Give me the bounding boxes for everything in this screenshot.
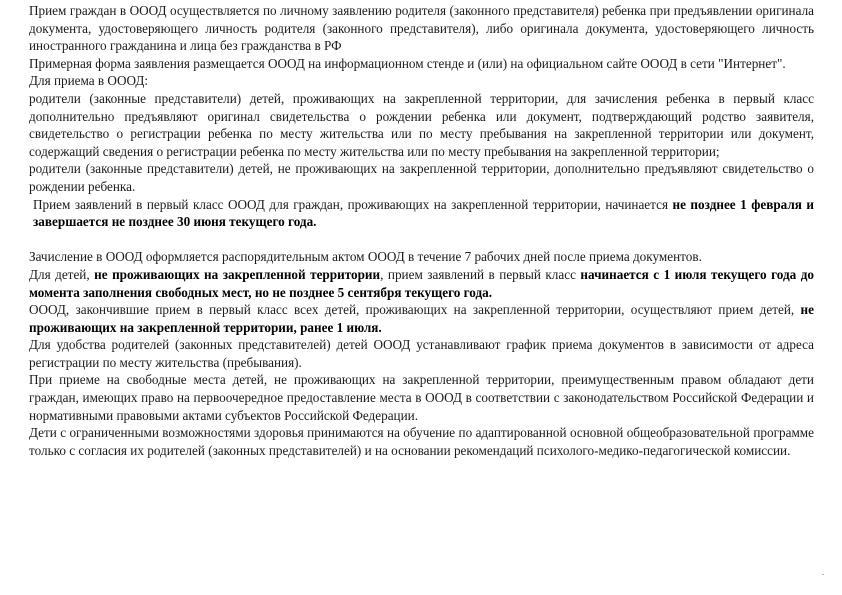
bold-text: не позднее 1 февраля и завершается не позднее 30 июня текущего года. <box>33 196 814 230</box>
paragraph <box>29 371 814 424</box>
text-run: Прием заявлений в первый класс ОООД для граждан, проживающих на закрепленной территории, начинается <box>33 196 673 212</box>
paragraph <box>29 424 814 459</box>
text-run: Прием граждан в ОООД осуществляется по личному заявлению родителя (законного представителя) ребенка при предъявлении оригинала документа, удостоверяющего личность родителя (законного представителя), либо оригинала документа, удостоверяющего личность иностранного гражданина и лица без гражданства в РФ <box>29 3 814 54</box>
text-run: родители (законные представители) детей, проживающих на закрепленной территории, для зачисления ребенка в первый класс дополнительно предъявляют оригинал свидетельства о рождении ребенка или документ, подтверждающий родство заявителя, свидетельство о регистрации ребенка по месту жительства или по месту пребывания на закрепленной территории или документ, содержащий сведения о регистрации ребенка по месту жительства или по месту пребывания на закрепленной территории; <box>29 90 814 159</box>
text-run: родители (законные представители) детей, не проживающих на закрепленной территории, дополнительно предъявляют свидетельство о рождении ребенка. <box>29 161 814 194</box>
text-run: Примерная форма заявления размещается ОООД на информационном стенде и (или) на официальном сайте ОООД в сети "Интернет". <box>29 55 786 71</box>
text-run: Для детей, <box>29 266 95 282</box>
text-run: Для удобства родителей (законных представителей) детей ОООД устанавливают график приема документов в зависимости от адреса регистрации по месту жительства (пребывания). <box>29 337 814 370</box>
bold-text: не проживающих на закрепленной территории <box>94 266 381 282</box>
page-marker: - <box>822 571 825 578</box>
text-run: , прием заявлений в первый класс <box>380 266 581 282</box>
document-body <box>29 2 814 459</box>
text-run: При приеме на свободные места детей, не проживающих на закрепленной территории, преимущественным правом обладают дети граждан, имеющих право на первоочередное предоставление места в ОООД в соответствии с законодательством Российской Федерации и нормативными правовыми актами субъектов Российской Федерации. <box>29 372 814 423</box>
paragraph <box>29 55 814 73</box>
blank-line <box>29 231 814 249</box>
paragraph <box>29 301 814 336</box>
paragraph <box>29 90 814 160</box>
text-run: Дети с ограниченными возможностями здоровья принимаются на обучение по адаптированной основной общеобразовательной программе только с согласия их родителей (законных представителей) и на основании рекомендаций психолого-медико-педагогической комиссии. <box>29 425 814 458</box>
paragraph <box>29 248 814 266</box>
paragraph <box>29 196 814 231</box>
paragraph <box>29 336 814 371</box>
text-run: Зачисление в ОООД оформляется распорядительным актом ОООД в течение 7 рабочих дней после приема документов. <box>29 249 702 265</box>
paragraph <box>29 72 814 90</box>
bold-text: не проживающих на закрепленной территории, ранее 1 июля. <box>29 302 814 335</box>
text-run: ОООД, закончившие прием в первый класс всех детей, проживающих на закрепленной территории, осуществляют прием детей, <box>29 302 801 318</box>
paragraph <box>29 2 814 55</box>
bold-text: начинается с 1 июля текущего года до момента заполнения свободных мест, но не позднее 5 сентября текущего года. <box>29 266 814 300</box>
paragraph <box>29 160 814 195</box>
paragraph <box>29 266 814 301</box>
text-run: Для приема в ОООД: <box>29 73 149 89</box>
